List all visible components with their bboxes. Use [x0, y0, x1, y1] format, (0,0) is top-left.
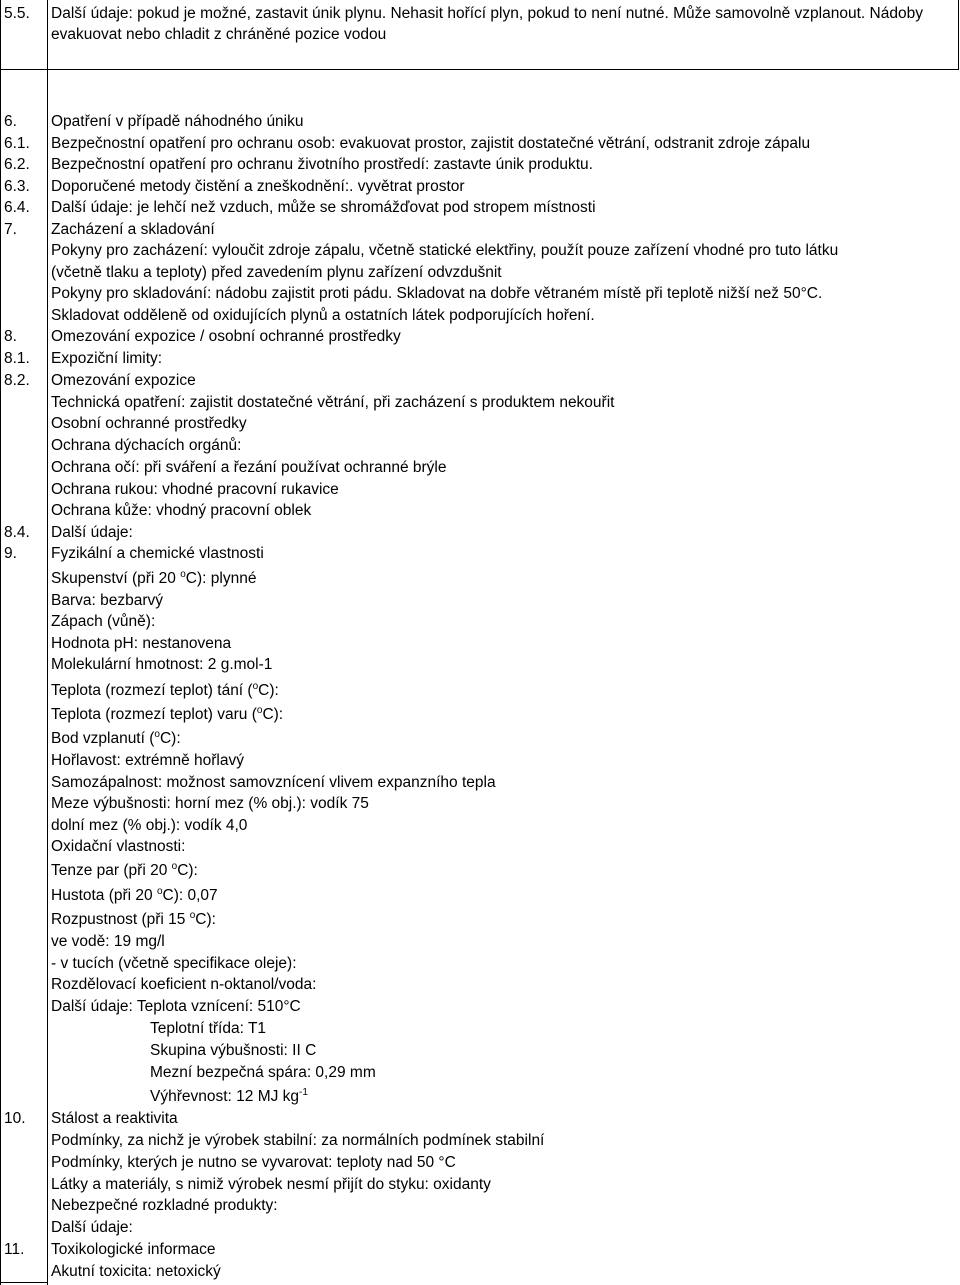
- row-text: Tenze par (při 20 $^o$C):: [51, 861, 198, 879]
- row-text: Výhřevnost: 12 MJ $kg^{-1}$: [150, 1087, 308, 1105]
- row-text: Barva: bezbarvý: [51, 592, 163, 609]
- section-heading: Zacházení a skladování: [51, 221, 215, 238]
- row-text: Látky a materiály, s nimiž výrobek nesmí přijít do styku: oxidanty: [51, 1176, 491, 1193]
- section-number: 8.: [4, 328, 17, 345]
- section-number: 6.1.: [4, 135, 30, 152]
- row-text: Pokyny pro skladování: nádobu zajistit proti pádu. Skladovat na dobře větraném místě při teplotě nižší než 50°C.: [51, 285, 823, 302]
- row-text: Expoziční limity:: [51, 350, 163, 367]
- section-heading: Omezování expozice / osobní ochranné prostředky: [51, 328, 401, 345]
- right-border: [958, 0, 959, 70]
- row-text: Rozpustnost (při 15 $^o$C):: [51, 910, 216, 928]
- section-number: 5.5.: [4, 5, 30, 22]
- row-text: Bezpečnostní opatření pro ochranu osob: evakuovat prostor, zajistit dostatečné větrání, odstranit zdroje zápalu: [51, 135, 811, 152]
- row-text: ve vodě: 19 mg/l: [51, 933, 165, 950]
- section-divider: [0, 69, 959, 70]
- row-text: Ochrana očí: při sváření a řezání používat ochranné brýle: [51, 459, 447, 476]
- row-text: Rozdělovací koeficient n-oktanol/voda:: [51, 976, 317, 993]
- row-text: (včetně tlaku a teploty) před zavedením plynu zařízení odvzdušnit: [51, 264, 502, 281]
- row-text: Další údaje: Teplota vznícení: 510°C: [51, 998, 301, 1015]
- row-text: Oxidační vlastnosti:: [51, 838, 186, 855]
- row-text: Ochrana kůže: vhodný pracovní oblek: [51, 502, 312, 519]
- row-text: Skupenství (při 20 $^o$C): plynné: [51, 569, 257, 587]
- row-text: Další údaje: je lehčí než vzduch, může se shromážďovat pod stropem místnosti: [51, 199, 596, 216]
- section-number: 6.3.: [4, 178, 30, 195]
- row-text: Skupina výbušnosti: II C: [150, 1042, 317, 1059]
- section-heading: Fyzikální a chemické vlastnosti: [51, 545, 264, 562]
- row-text: Další údaje:: [51, 524, 133, 541]
- row-text: Molekulární hmotnost: 2 g.mol-1: [51, 656, 273, 673]
- section-number: 7.: [4, 221, 17, 238]
- section-number: 6.2.: [4, 156, 30, 173]
- row-text: Ochrana dýchacích orgánů:: [51, 437, 242, 454]
- row-text: Bod vzplanutí ($^o$C):: [51, 729, 181, 747]
- row-text: Hořlavost: extrémně hořlavý: [51, 752, 244, 769]
- row-text: Pokyny pro zacházení: vyloučit zdroje zápalu, včetně statické elektřiny, použít pouze zařízení vhodné pro tuto látku: [51, 242, 839, 259]
- row-text: Další údaje:: [51, 1219, 133, 1236]
- row-text: Akutní toxicita: netoxický: [51, 1263, 221, 1280]
- row-text: Ochrana rukou: vhodné pracovní rukavice: [51, 481, 339, 498]
- row-text: Mezní bezpečná spára: 0,29 mm: [150, 1064, 376, 1081]
- row-text: Meze výbušnosti: horní mez (% obj.): vodík 75: [51, 795, 369, 812]
- section-number: 6.4.: [4, 199, 30, 216]
- row-text: Technická opatření: zajistit dostatečné větrání, při zacházení s produktem nekouřit: [51, 394, 615, 411]
- row-text: Zápach (vůně):: [51, 613, 156, 630]
- section-number: 6.: [4, 113, 17, 130]
- row-text: Teplota (rozmezí teplot) tání ($^o$C):: [51, 681, 279, 699]
- row-text: Teplotní třída: T1: [150, 1020, 267, 1037]
- row-text: dolní mez (% obj.): vodík 4,0: [51, 817, 248, 834]
- row-text: Hodnota pH: nestanovena: [51, 635, 232, 652]
- section-number: 10.: [4, 1110, 26, 1127]
- section-number: 11.: [4, 1241, 25, 1258]
- row-text: Další údaje: pokud je možné, zastavit únik plynu. Nehasit hořící plyn, pokud to není nutné. Může samovolně vzplanout. Nádoby evakuovat nebo chladit z chráněné pozice vodou: [51, 5, 923, 43]
- row-text: - v tucích (včetně specifikace oleje):: [51, 955, 297, 972]
- row-text: Omezování expozice: [51, 372, 196, 389]
- row-text: Osobní ochranné prostředky: [51, 415, 247, 432]
- row-text: Skladovat odděleně od oxidujících plynů a ostatních látek podporujících hoření.: [51, 307, 595, 324]
- row-text: Podmínky, za nichž je výrobek stabilní: za normálních podmínek stabilní: [51, 1132, 545, 1149]
- section-heading: Stálost a reaktivita: [51, 1110, 178, 1127]
- row-text: Podmínky, kterých je nutno se vyvarovat: teploty nad 50 °C: [51, 1154, 456, 1171]
- row-text: Samozápalnost: možnost samovznícení vlivem expanzního tepla: [51, 774, 496, 791]
- row-text: Nebezpečné rozkladné produkty:: [51, 1197, 278, 1214]
- row-text: Bezpečnostní opatření pro ochranu životního prostředí: zastavte únik produktu.: [51, 156, 593, 173]
- row-text: Doporučené metody čistění a zneškodnění:. vyvětrat prostor: [51, 178, 465, 195]
- section-heading: Toxikologické informace: [51, 1241, 216, 1258]
- section-number: 8.1.: [4, 350, 30, 367]
- column-divider: [47, 0, 48, 1285]
- section-number: 8.2.: [4, 372, 30, 389]
- section-number: 9.: [4, 545, 17, 562]
- section-heading: Opatření v případě náhodného úniku: [51, 113, 304, 130]
- left-border: [0, 0, 1, 1285]
- section-number: 8.4.: [4, 524, 30, 541]
- row-text: Hustota (při 20 $^o$C): 0,07: [51, 886, 218, 904]
- section-divider: [0, 1282, 48, 1283]
- row-text: Teplota (rozmezí teplot) varu ($^o$C):: [51, 705, 284, 723]
